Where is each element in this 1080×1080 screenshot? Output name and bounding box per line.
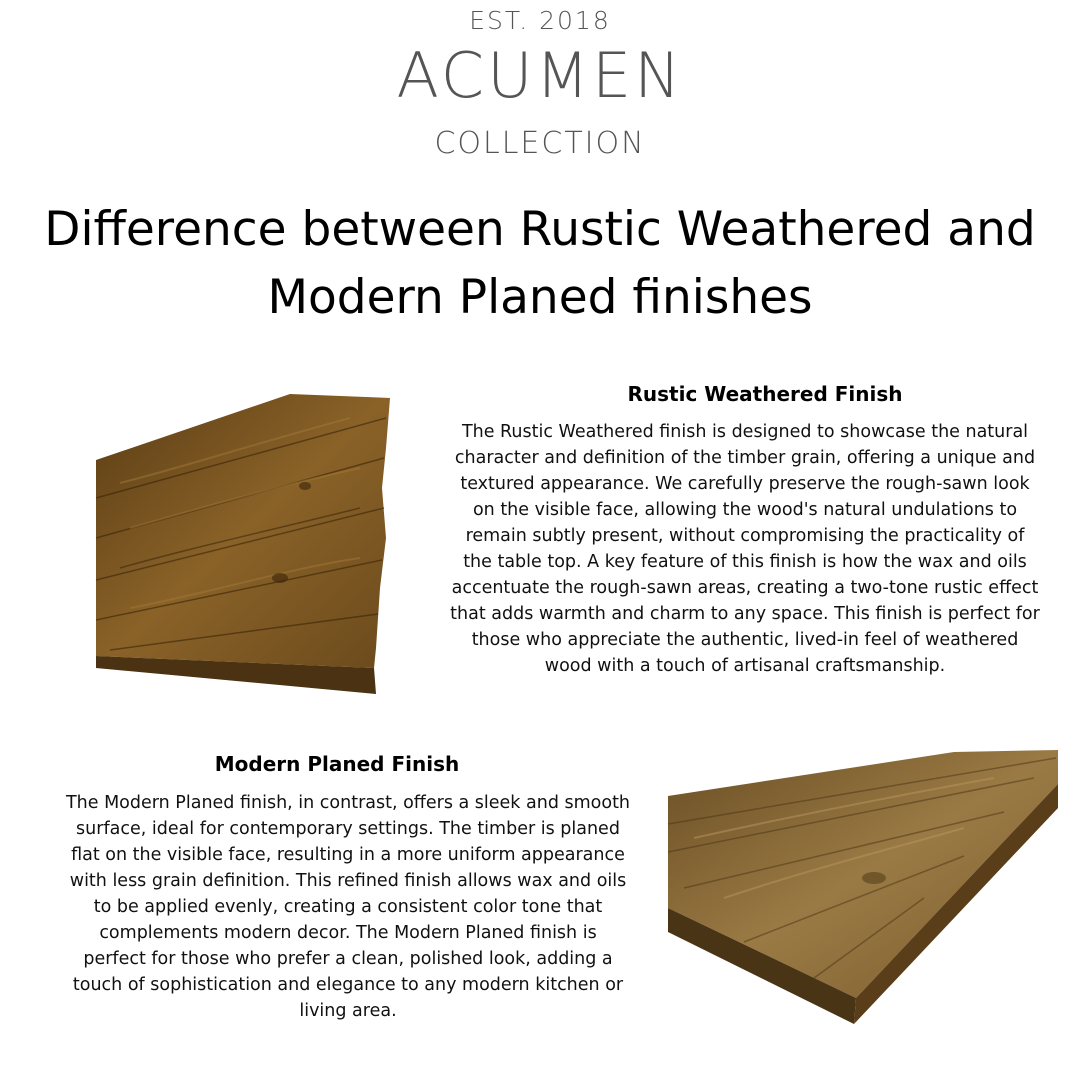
rustic-line: accentuate the rough-sawn areas, creating a two-tone rustic effect	[451, 578, 1039, 598]
rustic-line: those who appreciate the authentic, lived-in feel of weathered	[471, 630, 1019, 650]
modern-line: surface, ideal for contemporary settings. The timber is planed	[76, 819, 620, 839]
modern-heading: Modern Planed Finish	[214, 752, 460, 776]
rustic-line: that adds warmth and charm to any space. This finish is perfect for	[450, 604, 1040, 624]
rustic-line: character and definition of the timber grain, offering a unique and	[454, 448, 1036, 468]
modern-line: touch of sophistication and elegance to any modern kitchen or	[72, 975, 624, 995]
modern-line: complements modern decor. The Modern Planed finish is	[99, 923, 597, 943]
brand-subtitle: COLLECTION	[434, 126, 646, 161]
page-title	[40, 196, 1040, 332]
rustic-tabletop-image	[90, 388, 400, 700]
modern-tabletop-image	[664, 748, 1060, 1028]
brand-name: ACUMEN	[396, 39, 684, 112]
modern-line: living area.	[299, 1001, 397, 1021]
modern-description	[50, 790, 646, 1024]
rustic-line: wood with a touch of artisanal craftsmanship.	[544, 656, 946, 676]
rustic-heading: Rustic Weathered Finish	[627, 382, 903, 406]
rustic-line: the table top. A key feature of this finish is how the wax and oils	[463, 552, 1027, 572]
rustic-line: remain subtly present, without compromising the practicality of	[465, 526, 1025, 546]
modern-line: flat on the visible face, resulting in a more uniform appearance	[71, 845, 625, 865]
modern-line: with less grain definition. This refined finish allows wax and oils	[69, 871, 627, 891]
rustic-line: The Rustic Weathered finish is designed to showcase the natural	[461, 422, 1029, 442]
page-title-line2: Modern Planed finishes	[267, 270, 813, 325]
page-title-line1: Difference between Rustic Weathered and	[44, 202, 1036, 257]
modern-line: The Modern Planed finish, in contrast, offers a sleek and smooth	[65, 793, 631, 813]
brand-established: EST. 2018	[469, 6, 611, 35]
rustic-line: on the visible face, allowing the wood's natural undulations to	[472, 500, 1018, 520]
modern-line: perfect for those who prefer a clean, polished look, adding a	[83, 949, 613, 969]
modern-line: to be applied evenly, creating a consistent color tone that	[93, 897, 603, 917]
rustic-line: textured appearance. We carefully preserve the rough-sawn look	[460, 474, 1030, 494]
rustic-description	[440, 419, 1050, 679]
